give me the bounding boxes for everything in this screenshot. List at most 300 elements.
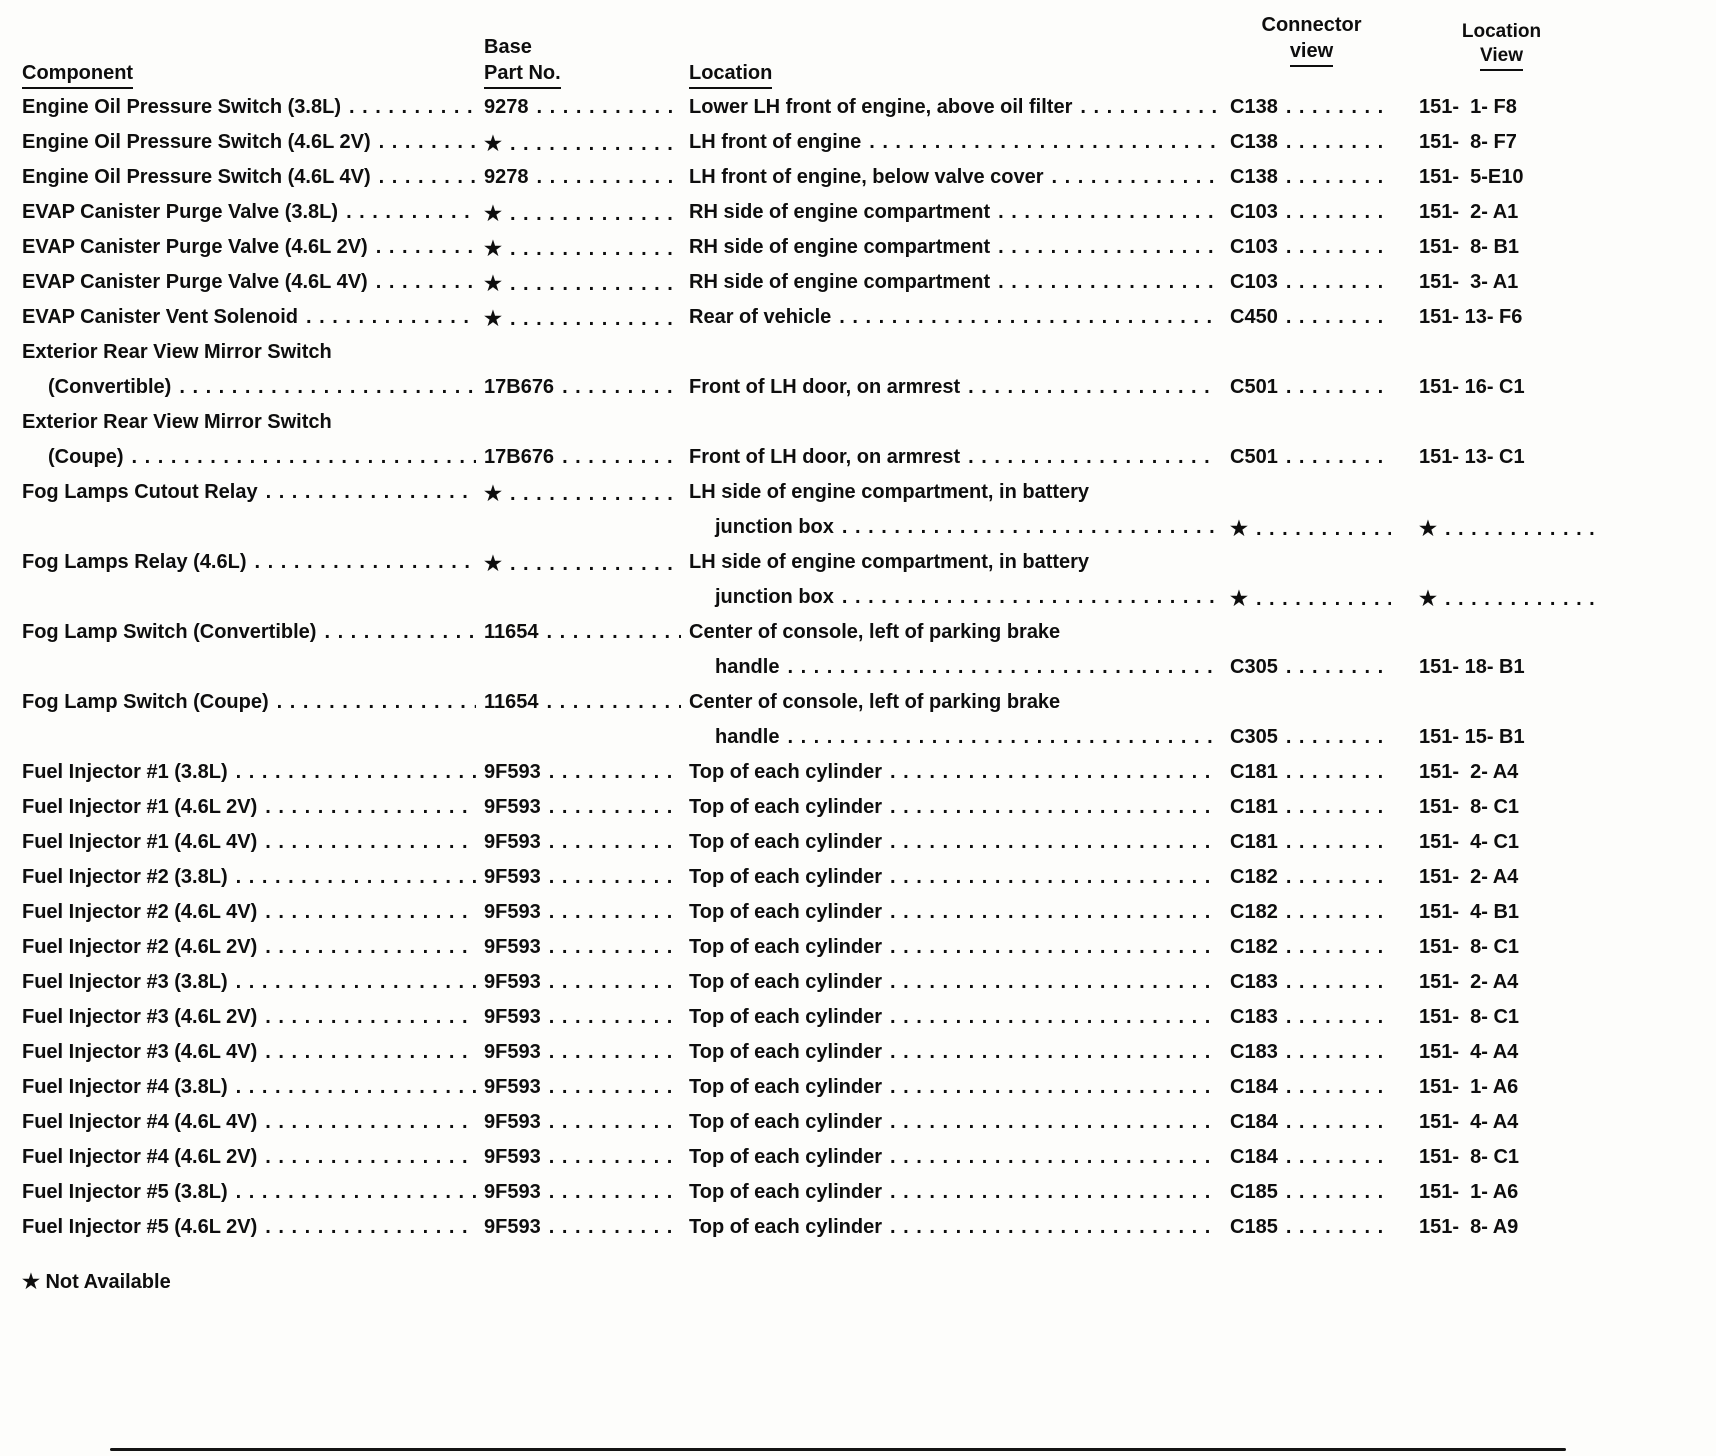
connector-view-cell — [1224, 1006, 1399, 1041]
dot-leader — [890, 1216, 1216, 1239]
location-view-cell — [1399, 691, 1604, 726]
table-row — [22, 236, 1688, 271]
location-text: RH side of engine compartment — [689, 271, 991, 293]
connector-view-cell — [1224, 656, 1399, 691]
part-no-cell — [484, 761, 689, 796]
component-text: Fog Lamp Switch (Coupe) — [22, 691, 269, 713]
dot-leader — [549, 901, 681, 924]
connector-view-text: C138 — [1230, 96, 1278, 118]
dot-leader — [549, 1076, 681, 1099]
location-view-text: 151- 8- F7 — [1419, 131, 1517, 153]
component-text: Fuel Injector #5 (4.6L 2V) — [22, 1216, 258, 1238]
dot-leader — [236, 1181, 476, 1204]
table-row — [22, 831, 1688, 866]
dot-leader — [1286, 796, 1391, 819]
part-no-cell — [484, 551, 689, 586]
location-cell — [689, 1111, 1224, 1146]
part-no-text: ★ — [484, 203, 502, 225]
header-view-label: view — [1290, 38, 1333, 67]
connector-view-text: C182 — [1230, 866, 1278, 888]
part-no-text: 9F593 — [484, 1111, 541, 1133]
part-no-text: 11654 — [484, 691, 539, 713]
component-cell — [22, 1076, 484, 1111]
part-no-text: 9F593 — [484, 866, 541, 888]
part-no-cell — [484, 376, 689, 411]
dot-leader — [547, 691, 681, 714]
dot-leader — [510, 133, 681, 156]
part-no-cell — [484, 166, 689, 201]
component-text: EVAP Canister Purge Valve (3.8L) — [22, 201, 339, 223]
location-cell — [689, 481, 1224, 516]
dot-leader — [562, 376, 681, 399]
table-row — [22, 201, 1688, 236]
location-cell — [689, 691, 1224, 726]
part-no-cell — [484, 1041, 689, 1076]
location-view-cell — [1399, 726, 1604, 761]
dot-leader — [1286, 236, 1391, 259]
connector-view-cell — [1224, 1076, 1399, 1111]
part-no-text: 9F593 — [484, 1146, 541, 1168]
component-cell — [22, 936, 484, 971]
location-cell — [689, 796, 1224, 831]
component-text: Fuel Injector #1 (4.6L 4V) — [22, 831, 258, 853]
dot-leader — [376, 236, 476, 259]
dot-leader — [890, 971, 1216, 994]
dot-leader — [1286, 1216, 1391, 1239]
component-text: EVAP Canister Purge Valve (4.6L 4V) — [22, 271, 368, 293]
dot-leader — [265, 1006, 476, 1029]
table-row — [22, 796, 1688, 831]
location-text: Top of each cylinder — [689, 866, 882, 888]
dot-leader — [549, 1006, 681, 1029]
location-view-cell — [1399, 446, 1604, 481]
component-cell — [22, 1146, 484, 1181]
dot-leader — [890, 901, 1216, 924]
location-view-text: 151- 18- B1 — [1419, 656, 1525, 678]
table-row — [22, 481, 1688, 516]
dot-leader — [1286, 201, 1391, 224]
connector-view-text: C182 — [1230, 936, 1278, 958]
connector-view-text: C138 — [1230, 166, 1278, 188]
location-text: RH side of engine compartment — [689, 236, 991, 258]
part-no-cell — [484, 1181, 689, 1216]
location-text: LH side of engine compartment, in battery — [689, 551, 1090, 573]
header-location-label: Location — [689, 60, 772, 89]
location-view-cell — [1399, 341, 1604, 376]
component-cell — [22, 831, 484, 866]
location-view-cell — [1399, 1181, 1604, 1216]
connector-view-text: C103 — [1230, 271, 1278, 293]
location-cell — [689, 516, 1224, 551]
component-text: Fuel Injector #4 (4.6L 2V) — [22, 1146, 258, 1168]
component-cell — [22, 621, 484, 656]
dot-leader — [549, 1216, 681, 1239]
component-cell — [22, 131, 484, 166]
location-cell — [689, 446, 1224, 481]
component-text: Engine Oil Pressure Switch (3.8L) — [22, 96, 341, 118]
connector-view-cell — [1224, 971, 1399, 1006]
location-text: Top of each cylinder — [689, 1111, 882, 1133]
table-row — [22, 271, 1688, 306]
header-part-no-label: Part No. — [484, 60, 561, 89]
header-locview-view-label: View — [1480, 44, 1523, 71]
part-no-cell — [484, 341, 689, 376]
connector-view-text: C305 — [1230, 726, 1278, 748]
connector-view-cell — [1224, 411, 1399, 446]
part-no-cell — [484, 201, 689, 236]
table-row — [22, 166, 1688, 201]
component-cell — [22, 656, 484, 691]
table-row — [22, 1146, 1688, 1181]
dot-leader — [547, 621, 681, 644]
connector-view-cell — [1224, 341, 1399, 376]
header-connector-view — [1224, 10, 1399, 92]
connector-view-text: C185 — [1230, 1181, 1278, 1203]
location-view-text: 151- 1- F8 — [1419, 96, 1517, 118]
component-text: Fuel Injector #2 (3.8L) — [22, 866, 228, 888]
location-text: Top of each cylinder — [689, 1041, 882, 1063]
location-cell — [689, 341, 1224, 376]
table-row — [22, 936, 1688, 971]
component-text: Engine Oil Pressure Switch (4.6L 2V) — [22, 131, 371, 153]
location-cell — [689, 971, 1224, 1006]
location-text: Lower LH front of engine, above oil filter — [689, 96, 1073, 118]
table-row — [22, 726, 1688, 761]
dot-leader — [869, 131, 1216, 154]
location-view-cell — [1399, 201, 1604, 236]
dot-leader — [265, 936, 476, 959]
dot-leader — [306, 306, 476, 329]
dot-leader — [1286, 306, 1391, 329]
location-text: Top of each cylinder — [689, 1146, 882, 1168]
dot-leader — [549, 866, 681, 889]
location-cell — [689, 96, 1224, 131]
part-no-cell — [484, 656, 689, 691]
component-cell — [22, 341, 484, 376]
component-cell — [22, 481, 484, 516]
part-no-cell — [484, 411, 689, 446]
component-cell — [22, 271, 484, 306]
dot-leader — [890, 936, 1216, 959]
location-cell — [689, 376, 1224, 411]
connector-view-text: C183 — [1230, 1006, 1278, 1028]
location-view-text: 151- 4- A4 — [1419, 1041, 1519, 1063]
part-no-cell — [484, 481, 689, 516]
connector-view-cell — [1224, 1146, 1399, 1181]
dot-leader — [968, 446, 1216, 469]
location-cell — [689, 901, 1224, 936]
dot-leader — [890, 1181, 1216, 1204]
location-view-text: ★ — [1419, 518, 1437, 540]
connector-view-text: C305 — [1230, 656, 1278, 678]
table-row — [22, 306, 1688, 341]
table-row — [22, 866, 1688, 901]
connector-view-cell — [1224, 96, 1399, 131]
part-no-cell — [484, 1111, 689, 1146]
connector-view-cell — [1224, 1111, 1399, 1146]
location-text: Center of console, left of parking brake — [689, 621, 1061, 643]
location-text: junction box — [715, 516, 834, 538]
connector-view-cell — [1224, 551, 1399, 586]
connector-view-cell — [1224, 131, 1399, 166]
dot-leader — [1286, 166, 1391, 189]
part-no-text: 9F593 — [484, 1181, 541, 1203]
location-view-text: 151- 4- A4 — [1419, 1111, 1519, 1133]
dot-leader — [890, 1076, 1216, 1099]
location-view-text: 151- 2- A4 — [1419, 971, 1519, 993]
dot-leader — [179, 376, 476, 399]
connector-view-text: C103 — [1230, 201, 1278, 223]
component-cell — [22, 306, 484, 341]
connector-view-text: C184 — [1230, 1111, 1278, 1133]
connector-view-cell — [1224, 866, 1399, 901]
connector-view-cell — [1224, 271, 1399, 306]
part-no-cell — [484, 866, 689, 901]
location-view-cell — [1399, 936, 1604, 971]
component-text: Fuel Injector #2 (4.6L 2V) — [22, 936, 258, 958]
header-part-no — [484, 10, 689, 92]
dot-leader — [842, 516, 1216, 539]
dot-leader — [266, 481, 476, 504]
part-no-text: ★ — [484, 133, 502, 155]
dot-leader — [549, 971, 681, 994]
connector-view-cell — [1224, 831, 1399, 866]
part-no-text: 9F593 — [484, 1216, 541, 1238]
connector-view-cell — [1224, 586, 1399, 621]
dot-leader — [1286, 1111, 1391, 1134]
dot-leader — [537, 96, 682, 119]
dot-leader — [787, 656, 1216, 679]
table-row — [22, 341, 1688, 376]
location-view-text: 151- 2- A1 — [1419, 201, 1519, 223]
location-view-text: 151- 15- B1 — [1419, 726, 1525, 748]
location-cell — [689, 936, 1224, 971]
part-no-cell — [484, 586, 689, 621]
part-no-cell — [484, 796, 689, 831]
location-view-text: 151- 4- C1 — [1419, 831, 1520, 853]
part-no-text: 9F593 — [484, 831, 541, 853]
location-view-text: 151- 2- A4 — [1419, 761, 1519, 783]
dot-leader — [510, 553, 681, 576]
dot-leader — [890, 1111, 1216, 1134]
location-view-text: 151- 2- A4 — [1419, 866, 1519, 888]
part-no-cell — [484, 1216, 689, 1251]
part-no-cell — [484, 1076, 689, 1111]
dot-leader — [265, 1216, 476, 1239]
location-text: Rear of vehicle — [689, 306, 832, 328]
dot-leader — [787, 726, 1216, 749]
dot-leader — [255, 551, 477, 574]
dot-leader — [236, 1076, 476, 1099]
component-cell — [22, 1181, 484, 1216]
location-cell — [689, 1146, 1224, 1181]
location-view-cell — [1399, 1216, 1604, 1251]
dot-leader — [839, 306, 1216, 329]
dot-leader — [998, 271, 1216, 294]
location-view-text: 151- 8- C1 — [1419, 1146, 1520, 1168]
location-text: Top of each cylinder — [689, 971, 882, 993]
connector-view-cell — [1224, 516, 1399, 551]
location-text: Top of each cylinder — [689, 936, 882, 958]
location-view-cell — [1399, 481, 1604, 516]
location-view-cell — [1399, 96, 1604, 131]
connector-view-cell — [1224, 1041, 1399, 1076]
location-text: Top of each cylinder — [689, 1181, 882, 1203]
location-cell — [689, 1181, 1224, 1216]
location-view-text: 151- 8- B1 — [1419, 236, 1520, 258]
dot-leader — [1286, 1006, 1391, 1029]
dot-leader — [549, 1111, 681, 1134]
location-view-text: 151- 1- A6 — [1419, 1076, 1519, 1098]
part-no-text: 9278 — [484, 166, 529, 188]
location-view-cell — [1399, 621, 1604, 656]
location-cell — [689, 271, 1224, 306]
location-cell — [689, 1076, 1224, 1111]
location-text: RH side of engine compartment — [689, 201, 991, 223]
dot-leader — [1286, 96, 1391, 119]
connector-view-cell — [1224, 901, 1399, 936]
component-cell — [22, 96, 484, 131]
part-no-text: ★ — [484, 308, 502, 330]
part-no-text: ★ — [484, 483, 502, 505]
component-cell — [22, 376, 484, 411]
component-text: EVAP Canister Vent Solenoid — [22, 306, 298, 328]
connector-view-cell — [1224, 481, 1399, 516]
location-text: Top of each cylinder — [689, 901, 882, 923]
dot-leader — [277, 691, 476, 714]
location-view-text: 151- 8- C1 — [1419, 1006, 1520, 1028]
table-row — [22, 1181, 1688, 1216]
dot-leader — [1286, 656, 1391, 679]
component-cell — [22, 1006, 484, 1041]
dot-leader — [510, 203, 681, 226]
location-view-cell — [1399, 761, 1604, 796]
dot-leader — [549, 1181, 681, 1204]
component-cell — [22, 1041, 484, 1076]
location-text: Front of LH door, on armrest — [689, 376, 961, 398]
table-row — [22, 621, 1688, 656]
component-location-table — [22, 96, 1688, 1251]
table-row — [22, 551, 1688, 586]
component-cell — [22, 446, 484, 481]
dot-leader — [998, 201, 1216, 224]
connector-view-cell — [1224, 166, 1399, 201]
part-no-text: 9F593 — [484, 761, 541, 783]
component-text: (Coupe) — [48, 446, 124, 468]
component-text: Fuel Injector #3 (4.6L 2V) — [22, 1006, 258, 1028]
connector-view-text: C183 — [1230, 1041, 1278, 1063]
location-view-text: 151- 3- A1 — [1419, 271, 1519, 293]
dot-leader — [890, 831, 1216, 854]
connector-view-text: C185 — [1230, 1216, 1278, 1238]
location-cell — [689, 621, 1224, 656]
table-row — [22, 1216, 1688, 1251]
part-no-text: 9F593 — [484, 936, 541, 958]
dot-leader — [549, 831, 681, 854]
part-no-text: 9F593 — [484, 1006, 541, 1028]
part-no-text: 9F593 — [484, 796, 541, 818]
part-no-text: 17B676 — [484, 376, 555, 398]
dot-leader — [324, 621, 476, 644]
location-view-cell — [1399, 971, 1604, 1006]
component-text: Fuel Injector #1 (3.8L) — [22, 761, 228, 783]
connector-view-text: C184 — [1230, 1146, 1278, 1168]
location-view-cell — [1399, 796, 1604, 831]
connector-view-cell — [1224, 726, 1399, 761]
component-text: Fuel Injector #3 (4.6L 4V) — [22, 1041, 258, 1063]
component-text: EVAP Canister Purge Valve (4.6L 2V) — [22, 236, 368, 258]
connector-view-cell — [1224, 1181, 1399, 1216]
table-row — [22, 691, 1688, 726]
part-no-cell — [484, 901, 689, 936]
dot-leader — [1286, 1146, 1391, 1169]
location-view-cell — [1399, 1041, 1604, 1076]
component-text: Fuel Injector #4 (4.6L 4V) — [22, 1111, 258, 1133]
connector-view-text: C181 — [1230, 796, 1278, 818]
dot-leader — [890, 866, 1216, 889]
component-text: Engine Oil Pressure Switch (4.6L 4V) — [22, 166, 371, 188]
location-view-text: ★ — [1419, 588, 1437, 610]
dot-leader — [549, 936, 681, 959]
table-row — [22, 586, 1688, 621]
component-cell — [22, 971, 484, 1006]
component-text: Fuel Injector #4 (3.8L) — [22, 1076, 228, 1098]
location-text: Top of each cylinder — [689, 796, 882, 818]
connector-view-text: C182 — [1230, 901, 1278, 923]
component-cell — [22, 201, 484, 236]
location-text: Top of each cylinder — [689, 1006, 882, 1028]
dot-leader — [998, 236, 1216, 259]
part-no-cell — [484, 971, 689, 1006]
location-view-cell — [1399, 901, 1604, 936]
dot-leader — [379, 131, 476, 154]
dot-leader — [1445, 518, 1596, 541]
dot-leader — [1286, 936, 1391, 959]
location-view-cell — [1399, 131, 1604, 166]
dot-leader — [236, 971, 476, 994]
connector-view-text: C103 — [1230, 236, 1278, 258]
connector-view-text: C138 — [1230, 131, 1278, 153]
location-view-text: 151- 8- C1 — [1419, 936, 1520, 958]
connector-view-cell — [1224, 201, 1399, 236]
location-text: Center of console, left of parking brake — [689, 691, 1061, 713]
table-row — [22, 1111, 1688, 1146]
dot-leader — [1286, 1181, 1391, 1204]
connector-view-cell — [1224, 796, 1399, 831]
header-component-label: Component — [22, 60, 133, 89]
component-cell — [22, 516, 484, 551]
part-no-text: 9F593 — [484, 1076, 541, 1098]
table-row — [22, 1006, 1688, 1041]
part-no-cell — [484, 1146, 689, 1181]
component-text: Exterior Rear View Mirror Switch — [22, 411, 332, 433]
dot-leader — [890, 796, 1216, 819]
location-view-text: 151- 5-E10 — [1419, 166, 1524, 188]
table-row — [22, 411, 1688, 446]
location-text: Top of each cylinder — [689, 761, 882, 783]
dot-leader — [549, 761, 681, 784]
location-cell — [689, 236, 1224, 271]
component-cell — [22, 866, 484, 901]
part-no-text: ★ — [484, 273, 502, 295]
component-cell — [22, 691, 484, 726]
location-cell — [689, 831, 1224, 866]
location-view-cell — [1399, 1146, 1604, 1181]
location-view-cell — [1399, 1111, 1604, 1146]
component-cell — [22, 1111, 484, 1146]
dot-leader — [1286, 131, 1391, 154]
component-text: Exterior Rear View Mirror Switch — [22, 341, 332, 363]
